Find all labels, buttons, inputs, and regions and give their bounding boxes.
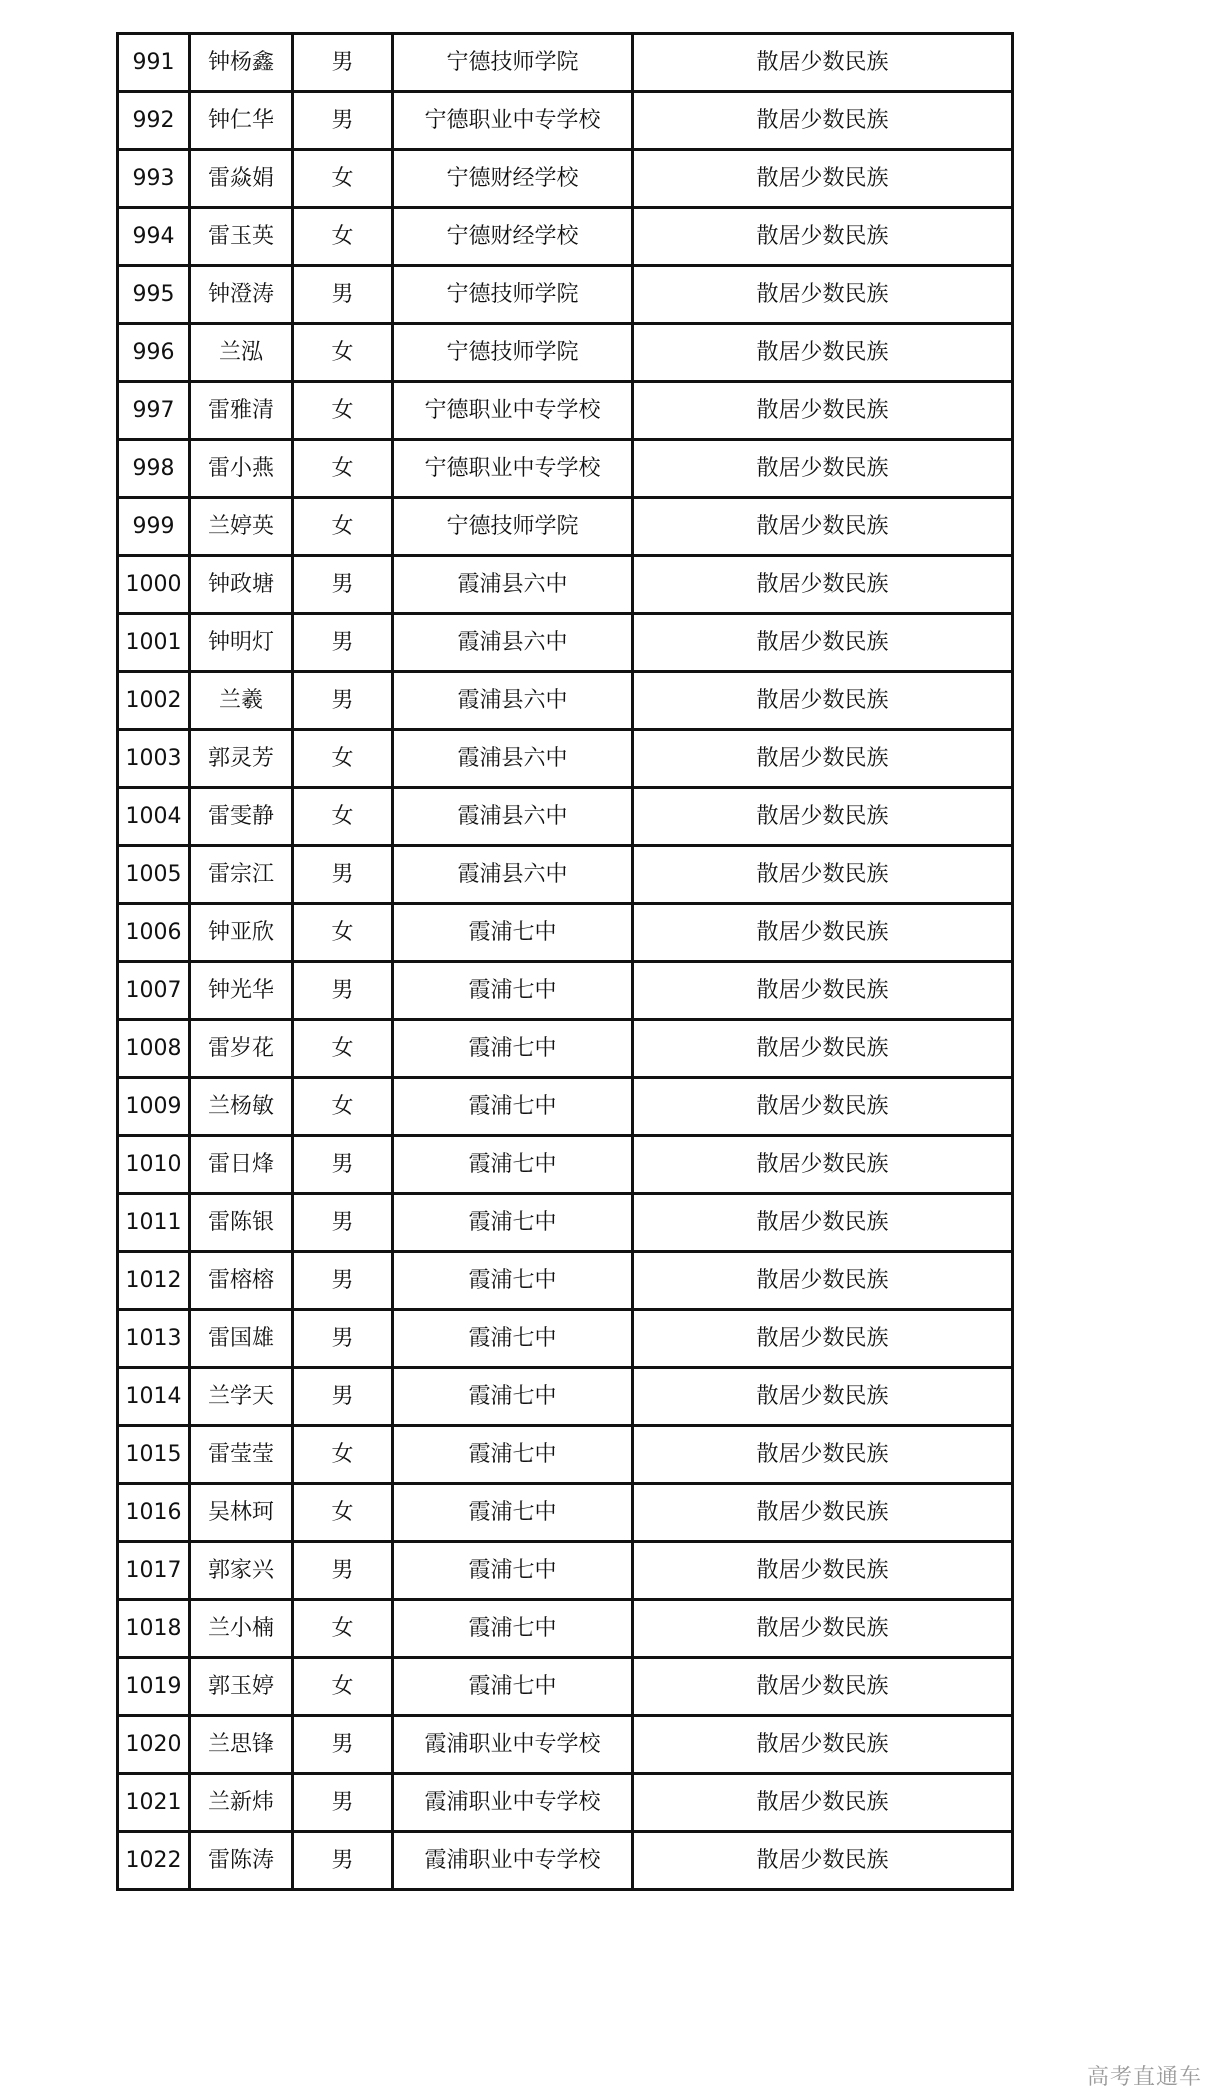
school-cell: 霞浦七中	[393, 1136, 633, 1194]
table-row	[118, 788, 1013, 846]
table-row	[118, 150, 1013, 208]
row-number-cell: 996	[118, 324, 190, 382]
row-number-cell: 1000	[118, 556, 190, 614]
row-number-cell: 999	[118, 498, 190, 556]
row-number-cell: 1006	[118, 904, 190, 962]
school-cell: 霞浦七中	[393, 1426, 633, 1484]
student-name-cell: 兰小楠	[190, 1600, 293, 1658]
student-name-cell: 钟澄涛	[190, 266, 293, 324]
school-cell: 霞浦七中	[393, 962, 633, 1020]
category-cell: 散居少数民族	[633, 1542, 1013, 1600]
school-cell: 霞浦七中	[393, 1020, 633, 1078]
gender-cell: 男	[293, 672, 393, 730]
school-cell: 霞浦七中	[393, 1252, 633, 1310]
category-cell: 散居少数民族	[633, 556, 1013, 614]
category-cell: 散居少数民族	[633, 1252, 1013, 1310]
table-row	[118, 324, 1013, 382]
student-name-cell: 雷岁花	[190, 1020, 293, 1078]
school-cell: 宁德技师学院	[393, 324, 633, 382]
row-number-cell: 1022	[118, 1832, 190, 1890]
table-row	[118, 1426, 1013, 1484]
student-name-cell: 雷榕榕	[190, 1252, 293, 1310]
school-cell: 霞浦县六中	[393, 788, 633, 846]
gender-cell: 女	[293, 498, 393, 556]
student-name-cell: 钟明灯	[190, 614, 293, 672]
gender-cell: 男	[293, 92, 393, 150]
student-name-cell: 雷陈银	[190, 1194, 293, 1252]
row-number-cell: 1004	[118, 788, 190, 846]
gender-cell: 女	[293, 1658, 393, 1716]
category-cell: 散居少数民族	[633, 1194, 1013, 1252]
school-cell: 霞浦七中	[393, 1310, 633, 1368]
category-cell: 散居少数民族	[633, 266, 1013, 324]
school-cell: 霞浦职业中专学校	[393, 1774, 633, 1832]
category-cell: 散居少数民族	[633, 1658, 1013, 1716]
gender-cell: 女	[293, 788, 393, 846]
student-name-cell: 雷雯静	[190, 788, 293, 846]
student-name-cell: 兰学天	[190, 1368, 293, 1426]
category-cell: 散居少数民族	[633, 382, 1013, 440]
table-row	[118, 92, 1013, 150]
roster-table	[116, 32, 1014, 1891]
row-number-cell: 1018	[118, 1600, 190, 1658]
school-cell: 霞浦七中	[393, 1368, 633, 1426]
student-name-cell: 钟政塘	[190, 556, 293, 614]
table-row	[118, 382, 1013, 440]
category-cell: 散居少数民族	[633, 440, 1013, 498]
watermark-text: 高考直通车	[1086, 2065, 1202, 2090]
gender-cell: 男	[293, 1136, 393, 1194]
table-row	[118, 1600, 1013, 1658]
category-cell: 散居少数民族	[633, 672, 1013, 730]
category-cell: 散居少数民族	[633, 1832, 1013, 1890]
category-cell: 散居少数民族	[633, 208, 1013, 266]
table-row	[118, 556, 1013, 614]
student-name-cell: 雷宗江	[190, 846, 293, 904]
school-cell: 霞浦职业中专学校	[393, 1716, 633, 1774]
category-cell: 散居少数民族	[633, 1426, 1013, 1484]
table-row	[118, 1716, 1013, 1774]
table-row	[118, 1542, 1013, 1600]
gender-cell: 男	[293, 34, 393, 92]
row-number-cell: 1001	[118, 614, 190, 672]
school-cell: 霞浦县六中	[393, 556, 633, 614]
row-number-cell: 1012	[118, 1252, 190, 1310]
school-cell: 宁德职业中专学校	[393, 382, 633, 440]
student-name-cell: 郭灵芳	[190, 730, 293, 788]
row-number-cell: 993	[118, 150, 190, 208]
table-row	[118, 1194, 1013, 1252]
row-number-cell: 1017	[118, 1542, 190, 1600]
category-cell: 散居少数民族	[633, 1310, 1013, 1368]
gender-cell: 女	[293, 730, 393, 788]
gender-cell: 男	[293, 266, 393, 324]
category-cell: 散居少数民族	[633, 614, 1013, 672]
gender-cell: 女	[293, 1600, 393, 1658]
student-name-cell: 雷陈涛	[190, 1832, 293, 1890]
category-cell: 散居少数民族	[633, 788, 1013, 846]
gender-cell: 男	[293, 1194, 393, 1252]
gender-cell: 女	[293, 208, 393, 266]
row-number-cell: 1002	[118, 672, 190, 730]
school-cell: 霞浦七中	[393, 1600, 633, 1658]
student-name-cell: 钟光华	[190, 962, 293, 1020]
table-row	[118, 498, 1013, 556]
table-row	[118, 266, 1013, 324]
row-number-cell: 1013	[118, 1310, 190, 1368]
category-cell: 散居少数民族	[633, 1716, 1013, 1774]
gender-cell: 男	[293, 1252, 393, 1310]
gender-cell: 男	[293, 614, 393, 672]
student-name-cell: 兰思锋	[190, 1716, 293, 1774]
category-cell: 散居少数民族	[633, 730, 1013, 788]
student-name-cell: 兰羲	[190, 672, 293, 730]
table-row	[118, 904, 1013, 962]
category-cell: 散居少数民族	[633, 1020, 1013, 1078]
category-cell: 散居少数民族	[633, 1774, 1013, 1832]
gender-cell: 男	[293, 962, 393, 1020]
student-name-cell: 吴林珂	[190, 1484, 293, 1542]
student-name-cell: 雷雅清	[190, 382, 293, 440]
school-cell: 霞浦七中	[393, 1194, 633, 1252]
category-cell: 散居少数民族	[633, 34, 1013, 92]
student-name-cell: 雷小燕	[190, 440, 293, 498]
student-name-cell: 钟亚欣	[190, 904, 293, 962]
gender-cell: 男	[293, 556, 393, 614]
category-cell: 散居少数民族	[633, 1484, 1013, 1542]
table-row	[118, 614, 1013, 672]
row-number-cell: 1015	[118, 1426, 190, 1484]
row-number-cell: 1019	[118, 1658, 190, 1716]
gender-cell: 女	[293, 1484, 393, 1542]
category-cell: 散居少数民族	[633, 498, 1013, 556]
school-cell: 宁德职业中专学校	[393, 440, 633, 498]
student-name-cell: 兰杨敏	[190, 1078, 293, 1136]
row-number-cell: 991	[118, 34, 190, 92]
category-cell: 散居少数民族	[633, 1078, 1013, 1136]
school-cell: 宁德技师学院	[393, 498, 633, 556]
gender-cell: 女	[293, 1426, 393, 1484]
school-cell: 霞浦七中	[393, 1484, 633, 1542]
gender-cell: 男	[293, 1542, 393, 1600]
student-name-cell: 兰泓	[190, 324, 293, 382]
category-cell: 散居少数民族	[633, 846, 1013, 904]
table-row	[118, 672, 1013, 730]
student-name-cell: 钟仁华	[190, 92, 293, 150]
row-number-cell: 1009	[118, 1078, 190, 1136]
gender-cell: 男	[293, 1716, 393, 1774]
row-number-cell: 995	[118, 266, 190, 324]
category-cell: 散居少数民族	[633, 904, 1013, 962]
row-number-cell: 1005	[118, 846, 190, 904]
student-name-cell: 兰新炜	[190, 1774, 293, 1832]
student-name-cell: 雷日烽	[190, 1136, 293, 1194]
row-number-cell: 1010	[118, 1136, 190, 1194]
row-number-cell: 994	[118, 208, 190, 266]
student-name-cell: 郭家兴	[190, 1542, 293, 1600]
school-cell: 宁德财经学校	[393, 150, 633, 208]
table-row	[118, 1136, 1013, 1194]
school-cell: 霞浦县六中	[393, 846, 633, 904]
gender-cell: 男	[293, 846, 393, 904]
student-name-cell: 雷焱娟	[190, 150, 293, 208]
category-cell: 散居少数民族	[633, 1368, 1013, 1426]
school-cell: 宁德财经学校	[393, 208, 633, 266]
table-row	[118, 1368, 1013, 1426]
school-cell: 霞浦七中	[393, 904, 633, 962]
table-row	[118, 440, 1013, 498]
category-cell: 散居少数民族	[633, 324, 1013, 382]
school-cell: 宁德技师学院	[393, 266, 633, 324]
student-name-cell: 兰婷英	[190, 498, 293, 556]
gender-cell: 女	[293, 904, 393, 962]
row-number-cell: 992	[118, 92, 190, 150]
student-name-cell: 钟杨鑫	[190, 34, 293, 92]
table-row	[118, 1252, 1013, 1310]
student-name-cell: 雷国雄	[190, 1310, 293, 1368]
gender-cell: 女	[293, 324, 393, 382]
category-cell: 散居少数民族	[633, 1600, 1013, 1658]
table-row	[118, 34, 1013, 92]
gender-cell: 男	[293, 1368, 393, 1426]
row-number-cell: 1011	[118, 1194, 190, 1252]
gender-cell: 女	[293, 382, 393, 440]
category-cell: 散居少数民族	[633, 962, 1013, 1020]
school-cell: 宁德技师学院	[393, 34, 633, 92]
row-number-cell: 1007	[118, 962, 190, 1020]
row-number-cell: 1020	[118, 1716, 190, 1774]
table-row	[118, 1832, 1013, 1890]
school-cell: 霞浦七中	[393, 1658, 633, 1716]
row-number-cell: 997	[118, 382, 190, 440]
school-cell: 霞浦县六中	[393, 614, 633, 672]
row-number-cell: 998	[118, 440, 190, 498]
table-row	[118, 1774, 1013, 1832]
gender-cell: 女	[293, 440, 393, 498]
table-row	[118, 730, 1013, 788]
gender-cell: 女	[293, 1078, 393, 1136]
category-cell: 散居少数民族	[633, 92, 1013, 150]
table-row	[118, 1310, 1013, 1368]
table-row	[118, 962, 1013, 1020]
row-number-cell: 1003	[118, 730, 190, 788]
table-row	[118, 1658, 1013, 1716]
school-cell: 霞浦职业中专学校	[393, 1832, 633, 1890]
gender-cell: 女	[293, 1020, 393, 1078]
student-name-cell: 雷莹莹	[190, 1426, 293, 1484]
row-number-cell: 1014	[118, 1368, 190, 1426]
table-row	[118, 208, 1013, 266]
gender-cell: 男	[293, 1310, 393, 1368]
school-cell: 霞浦县六中	[393, 730, 633, 788]
table-row	[118, 1078, 1013, 1136]
table-row	[118, 1020, 1013, 1078]
student-name-cell: 郭玉婷	[190, 1658, 293, 1716]
category-cell: 散居少数民族	[633, 150, 1013, 208]
row-number-cell: 1016	[118, 1484, 190, 1542]
row-number-cell: 1008	[118, 1020, 190, 1078]
school-cell: 宁德职业中专学校	[393, 92, 633, 150]
gender-cell: 男	[293, 1774, 393, 1832]
student-name-cell: 雷玉英	[190, 208, 293, 266]
roster-table-body	[118, 34, 1013, 1890]
school-cell: 霞浦七中	[393, 1078, 633, 1136]
school-cell: 霞浦七中	[393, 1542, 633, 1600]
row-number-cell: 1021	[118, 1774, 190, 1832]
table-row	[118, 1484, 1013, 1542]
gender-cell: 女	[293, 150, 393, 208]
school-cell: 霞浦县六中	[393, 672, 633, 730]
table-row	[118, 846, 1013, 904]
gender-cell: 男	[293, 1832, 393, 1890]
category-cell: 散居少数民族	[633, 1136, 1013, 1194]
